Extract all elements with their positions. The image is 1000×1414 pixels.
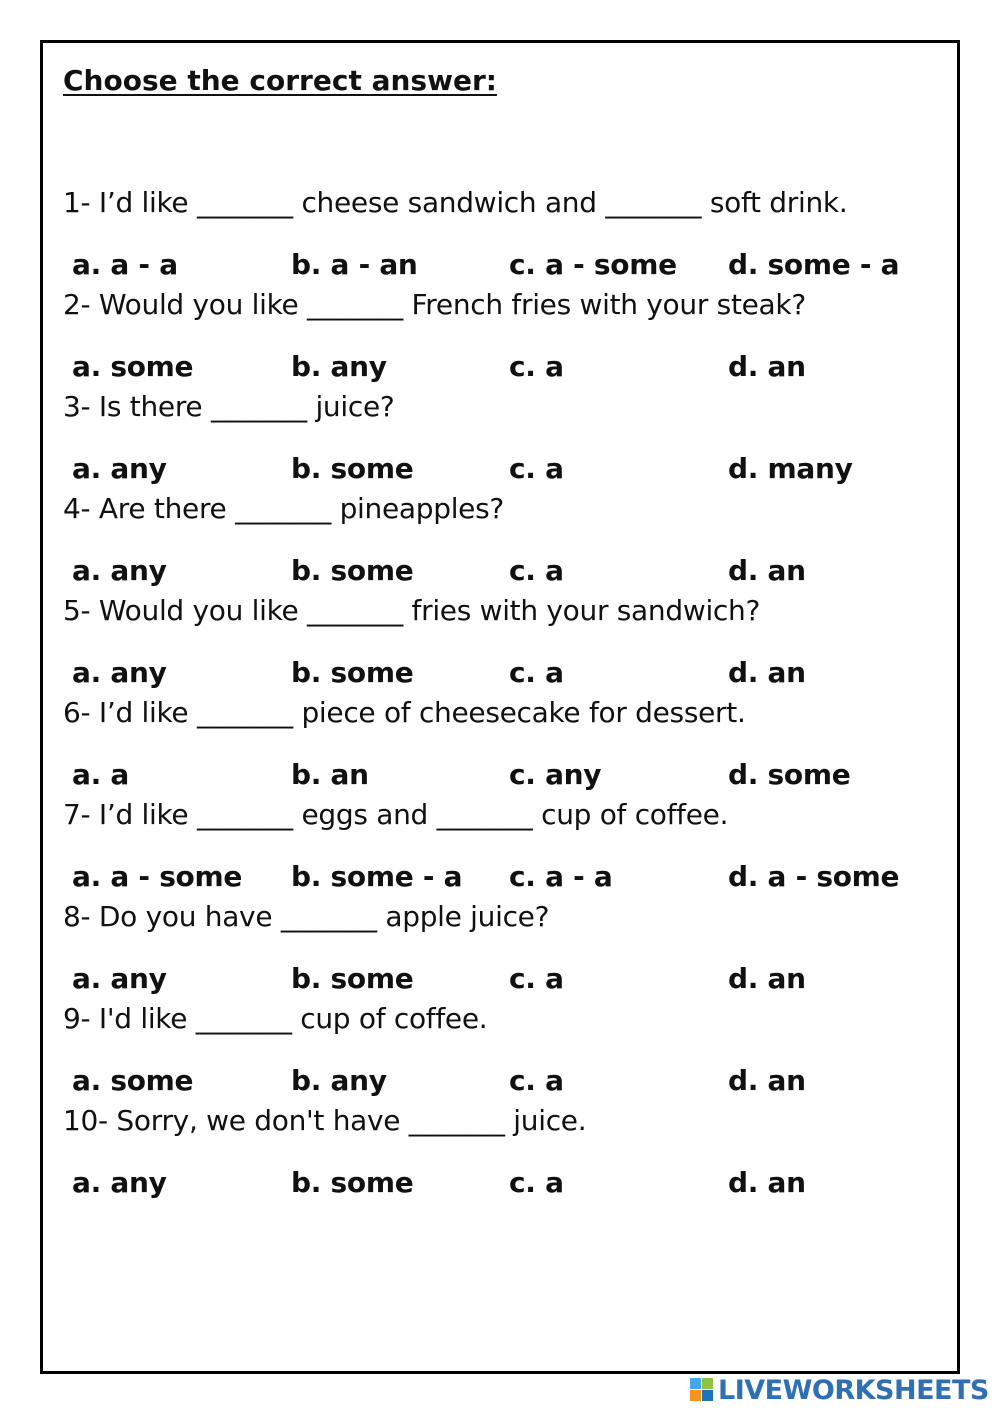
question-2: 2- Would you like _______ French fries with your steak? <box>63 288 806 321</box>
option-7d[interactable]: d. a - some <box>728 860 900 893</box>
question-8: 8- Do you have _______ apple juice? <box>63 900 550 933</box>
brand-name: LIVEWORKSHEETS <box>718 1374 989 1406</box>
option-6a[interactable]: a. a <box>72 758 129 791</box>
option-6c[interactable]: c. any <box>509 758 602 791</box>
question-1: 1- I’d like _______ cheese sandwich and _______ soft drink. <box>63 186 848 219</box>
options-row-6 <box>0 758 1000 794</box>
option-7c[interactable]: c. a - a <box>509 860 613 893</box>
option-3a[interactable]: a. any <box>72 452 167 485</box>
option-9a[interactable]: a. some <box>72 1064 194 1097</box>
option-10b[interactable]: b. some <box>291 1166 414 1199</box>
question-9: 9- I'd like _______ cup of coffee. <box>63 1002 488 1035</box>
options-row-9 <box>0 1064 1000 1100</box>
option-9d[interactable]: d. an <box>728 1064 806 1097</box>
option-5d[interactable]: d. an <box>728 656 806 689</box>
option-8b[interactable]: b. some <box>291 962 414 995</box>
option-10c[interactable]: c. a <box>509 1166 564 1199</box>
question-7: 7- I’d like _______ eggs and _______ cup of coffee. <box>63 798 729 831</box>
logo-tile-4 <box>702 1390 713 1401</box>
question-6: 6- I’d like _______ piece of cheesecake for dessert. <box>63 696 746 729</box>
option-8d[interactable]: d. an <box>728 962 806 995</box>
option-9c[interactable]: c. a <box>509 1064 564 1097</box>
option-2b[interactable]: b. any <box>291 350 387 383</box>
options-row-5 <box>0 656 1000 692</box>
logo-tile-2 <box>702 1378 713 1389</box>
option-2d[interactable]: d. an <box>728 350 806 383</box>
options-row-10 <box>0 1166 1000 1202</box>
option-2a[interactable]: a. some <box>72 350 194 383</box>
logo-tile-3 <box>690 1390 701 1401</box>
liveworksheets-logo-icon <box>690 1378 714 1402</box>
option-6b[interactable]: b. an <box>291 758 369 791</box>
options-row-8 <box>0 962 1000 998</box>
option-10d[interactable]: d. an <box>728 1166 806 1199</box>
option-7b[interactable]: b. some - a <box>291 860 463 893</box>
liveworksheets-brand[interactable] <box>690 1373 989 1407</box>
option-4c[interactable]: c. a <box>509 554 564 587</box>
options-row-4 <box>0 554 1000 590</box>
option-5a[interactable]: a. any <box>72 656 167 689</box>
question-3: 3- Is there _______ juice? <box>63 390 395 423</box>
option-3b[interactable]: b. some <box>291 452 414 485</box>
option-7a[interactable]: a. a - some <box>72 860 243 893</box>
option-1c[interactable]: c. a - some <box>509 248 677 281</box>
page-title: Choose the correct answer: <box>63 64 497 97</box>
option-4a[interactable]: a. any <box>72 554 167 587</box>
option-10a[interactable]: a. any <box>72 1166 167 1199</box>
option-2c[interactable]: c. a <box>509 350 564 383</box>
question-5: 5- Would you like _______ fries with your sandwich? <box>63 594 761 627</box>
logo-tile-1 <box>690 1378 701 1389</box>
options-row-1 <box>0 248 1000 284</box>
options-row-2 <box>0 350 1000 386</box>
option-1b[interactable]: b. a - an <box>291 248 418 281</box>
options-row-7 <box>0 860 1000 896</box>
option-8c[interactable]: c. a <box>509 962 564 995</box>
option-4d[interactable]: d. an <box>728 554 806 587</box>
option-6d[interactable]: d. some <box>728 758 851 791</box>
question-10: 10- Sorry, we don't have _______ juice. <box>63 1104 587 1137</box>
option-3c[interactable]: c. a <box>509 452 564 485</box>
question-4: 4- Are there _______ pineapples? <box>63 492 504 525</box>
option-5b[interactable]: b. some <box>291 656 414 689</box>
option-4b[interactable]: b. some <box>291 554 414 587</box>
options-row-3 <box>0 452 1000 488</box>
option-8a[interactable]: a. any <box>72 962 167 995</box>
option-3d[interactable]: d. many <box>728 452 853 485</box>
option-1a[interactable]: a. a - a <box>72 248 178 281</box>
option-9b[interactable]: b. any <box>291 1064 387 1097</box>
option-5c[interactable]: c. a <box>509 656 564 689</box>
option-1d[interactable]: d. some - a <box>728 248 900 281</box>
